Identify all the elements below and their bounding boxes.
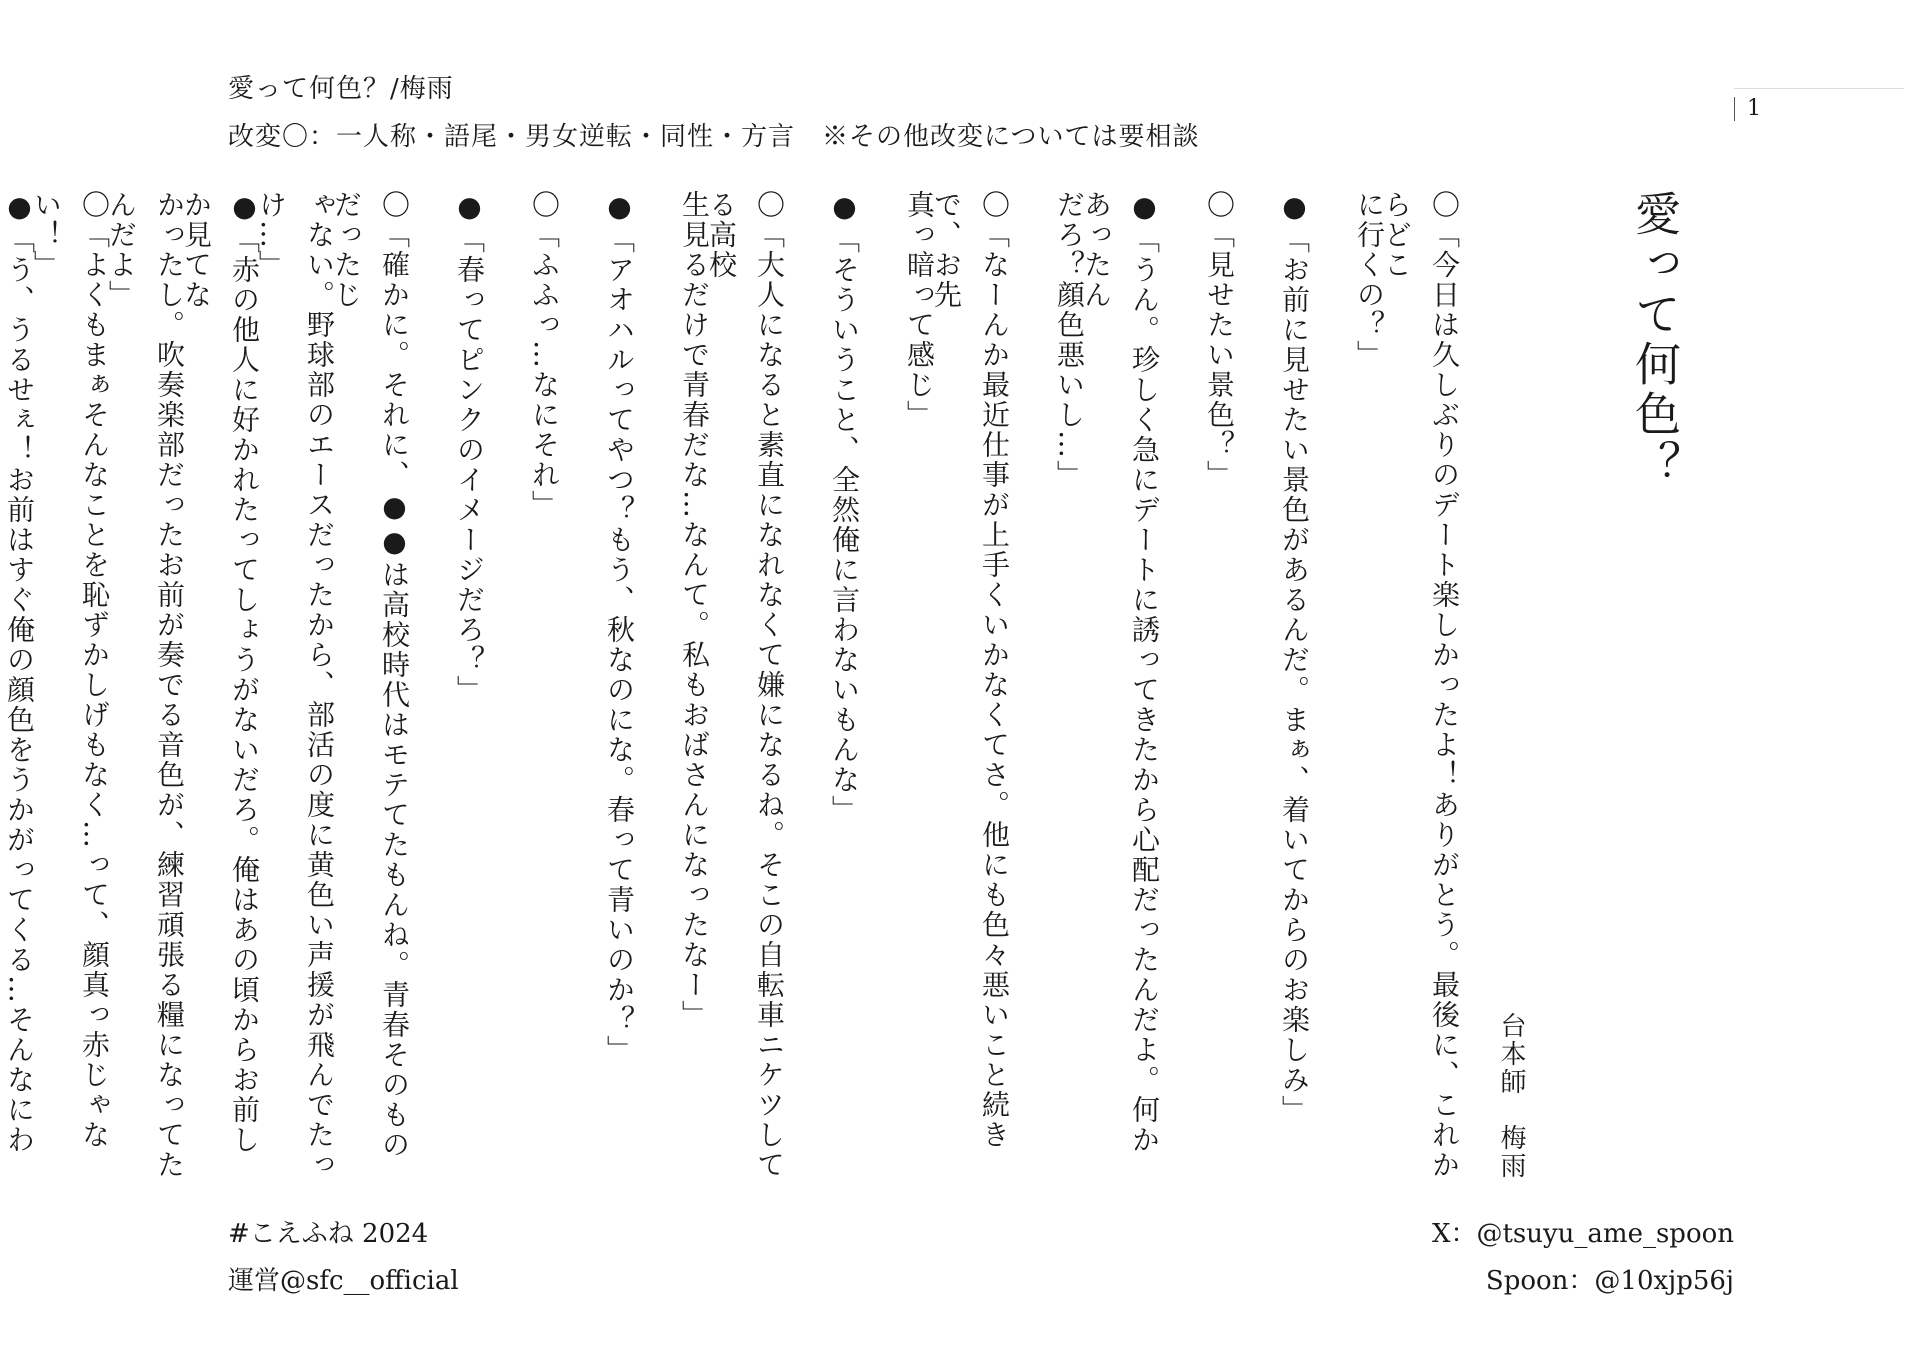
dialogue-line: 〇「見せたい景色？」 [1203, 190, 1236, 490]
dialogue-line: ●「そういうこと、全然俺に言わないもんな」 [828, 190, 861, 825]
dialogue-line: かったし。吹奏楽部だったお前が奏でる音色が、練習頑張る糧になってたんだよ」 [105, 190, 186, 1180]
modification-rules: 改変〇：一人称・語尾・男女逆転・同性・方言 ※その他改変については要相談 [228, 122, 1200, 152]
dialogue-line: ●「うん。珍しく急にデートに誘ってきたから心配だったんだよ。何かあったん [1080, 190, 1161, 1155]
footer-operator: 運営@sfc__official [228, 1266, 459, 1296]
script-author [1490, 190, 1530, 1180]
script-title: 愛って何色？ [1628, 190, 1682, 490]
dialogue-line: ゃない。野球部のエースだったから、部活の度に黄色い声援が飛んでたっけ…」 [255, 190, 336, 1180]
page-number-bar [1734, 97, 1735, 121]
footer-spoon-account: Spoon：@10xjp56j [1485, 1266, 1734, 1296]
dialogue-line: ●「赤の他人に好かれたってしょうがないだろ。俺はあの頃からお前しか見てな [180, 190, 261, 1155]
dialogue-line: 〇「ふふっ…なにそれ」 [528, 190, 561, 520]
page-number: 1 [1747, 96, 1761, 121]
page-number-block [1734, 96, 1761, 121]
dialogue-line: ●「春ってピンクのイメージだろ？」 [453, 190, 486, 705]
dialogue-line: 〇「大人になると素直になれなくて嫌になるね。そこの自転車ニケツしてる高校 [705, 190, 786, 1180]
script-body [3, 190, 1708, 1180]
dialogue-line: 〇「よくもまぁそんなことを恥ずかしげもなく…って、顔真っ赤じゃない！」 [30, 190, 111, 1150]
dialogue-line: 〇「今日は久しぶりのデート楽しかったよ！ありがとう。最後に、これからどこ [1380, 190, 1461, 1180]
script-author-text: 台本師 梅雨 [1496, 1012, 1526, 1180]
dialogue-line: 生見るだけで青春だな…なんて。私もおばさんになったなー」 [678, 190, 711, 1030]
dialogue-line: ●「アオハルってやつ？もう、秋なのにな。春って青いのか？」 [603, 190, 636, 1065]
dialogue-line: 〇「なーんか最近仕事が上手くいかなくてさ。他にも色々悪いこと続きで、お先 [930, 190, 1011, 1150]
dialogue-line: 〇「確かに。それに、●●は高校時代はモテてたもんね。青春そのものだったじ [330, 190, 411, 1160]
dialogue-line: に行くの？」 [1353, 190, 1386, 370]
page-rule-divider [1734, 88, 1904, 89]
dialogue-line: ●「お前に見せたい景色があるんだ。まぁ、着いてからのお楽しみ」 [1278, 190, 1311, 1125]
dialogue-line: だろ？顔色悪いし…」 [1053, 190, 1086, 490]
dialogue-line: ●「う、うるせぇ！お前はすぐ俺の顔色をうかがってくる…そんなにわ [3, 190, 36, 1155]
document-header-title: 愛って何色？/梅雨 [228, 74, 454, 104]
footer-x-account: X：@tsuyu_ame_spoon [1431, 1219, 1734, 1249]
dialogue-lines [0, 190, 1468, 1180]
dialogue-line: 真っ暗って感じ」 [903, 190, 936, 430]
footer-hashtag: #こえふね 2024 [228, 1219, 429, 1249]
